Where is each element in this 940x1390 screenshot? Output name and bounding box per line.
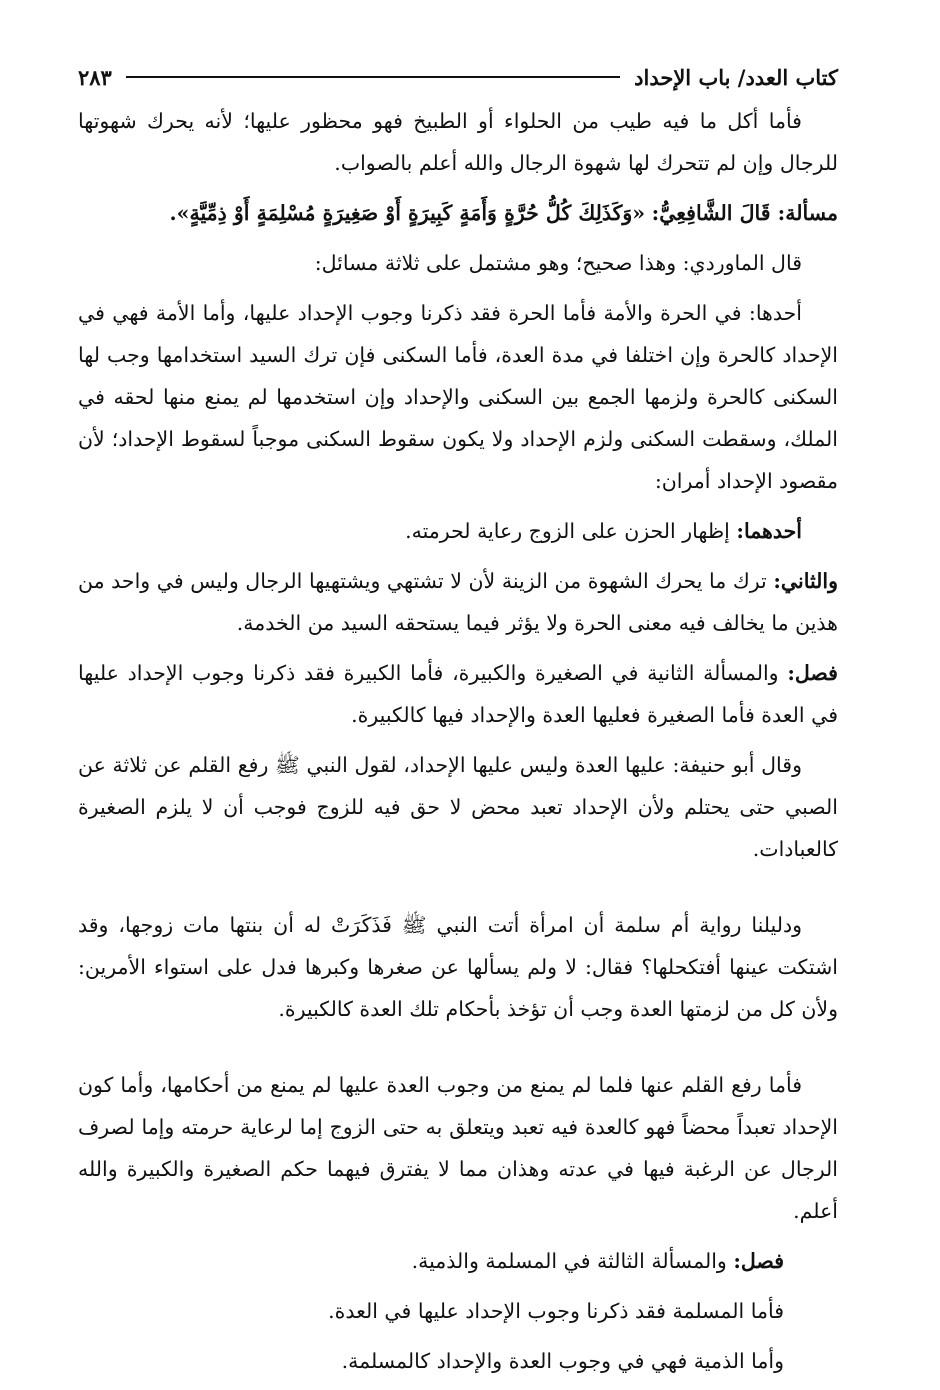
fasl-second-text: والمسألة الثانية في الصغيرة والكبيرة، فأما الكبيرة فقد ذكرنا وجوب الإحداد عليها في العدة فأما الصغيرة فعليها العدة والإحداد فيها كالكبيرة.	[78, 661, 838, 727]
document-page	[78, 60, 838, 1390]
paragraph-fasl-third	[78, 1240, 838, 1282]
paragraph-1	[78, 100, 838, 184]
paragraph-dhimmi-woman	[78, 1340, 838, 1382]
paragraph-dhimmi-woman-text: وأما الذمية فهي في وجوب العدة والإحداد كالمسلمة.	[341, 1349, 784, 1373]
paragraph-mawardi-text: قال الماوردي: وهذا صحيح؛ وهو مشتمل على ثلاثة مسائل:	[314, 251, 802, 275]
paragraph-evidence	[78, 904, 838, 1030]
header-rule	[126, 76, 620, 78]
purpose-two-lead: والثاني:	[773, 569, 838, 593]
paragraph-response-text: فأما رفع القلم عنها فلما لم يمنع من وجوب العدة عليها لم يمنع من أحكامها، وأما كون الإحداد تعبداً محضاً فهو كالعدة فيه تعبد ويتعلق به حتى الزوج إما لرعاية حرمته وإما لصرف الرجال عن الرغبة فيها في عدته وهذان مما لا يفترق فيهما حكم الصغيرة والكبيرة والله أعلم.	[78, 1073, 839, 1223]
paragraph-purpose-two	[78, 560, 838, 644]
paragraph-muslim-woman-text: فأما المسلمة فقد ذكرنا وجوب الإحداد عليها في العدة.	[328, 1299, 784, 1323]
paragraph-mawardi	[78, 242, 838, 284]
paragraph-purpose-one	[78, 510, 838, 552]
paragraph-muslim-woman	[78, 1290, 838, 1332]
paragraph-response	[78, 1064, 838, 1232]
purpose-two-text: ترك ما يحرك الشهوة من الزينة لأن لا تشتهي ويشتهيها الرجال وليس في واحد من هذين ما يخالف فيه معنى الحرة ولا يؤثر فيما يستحقه السيد من الخدمة.	[78, 569, 838, 635]
purpose-one-text: إظهار الحزن على الزوج رعاية لحرمته.	[405, 519, 730, 543]
masala-lead: مسألة: قَالَ الشَّافِعِيُّ:	[651, 201, 838, 225]
paragraph-abu-hanifa-text: وقال أبو حنيفة: عليها العدة وليس عليها الإحداد، لقول النبي ﷺ رفع القلم عن ثلاثة عن الصبي حتى يحتلم ولأن الإحداد تعبد محض لا حق فيه للزوج فوجب أن لا يلزم الصغيرة كالعبادات.	[78, 753, 838, 861]
fasl-third-text: والمسألة الثالثة في المسلمة والذمية.	[411, 1249, 727, 1273]
chapter-title: كتاب العدد/ باب الإحداد	[634, 64, 838, 90]
running-header	[78, 60, 838, 94]
paragraph-first-issue	[78, 292, 838, 502]
paragraph-first-issue-text: أحدها: في الحرة والأمة فأما الحرة فقد ذكرنا وجوب الإحداد عليها، وأما الأمة فهي في الإحداد كالحرة وإن اختلفا في مدة العدة، فأما السكنى فإن ترك السيد استخدامها وجب لها السكنى كالحرة ولزمها الجمع بين السكنى والإحداد وإن استخدمها لم يمنع منها لحقه في الملك، وسقطت السكنى ولزم الإحداد ولا يكون سقوط السكنى موجباً لسقوط الإحداد؛ لأن مقصود الإحداد أمران:	[78, 301, 838, 493]
paragraph-evidence-text: ودليلنا رواية أم سلمة أن امرأة أتت النبي ﷺ فَذَكَرَتْ له أن بنتها مات زوجها، وقد اشتكت عينها أفتكحلها؟ فقال: لا ولم يسألها عن صغرها وكبرها فدل على استواء الأمرين: ولأن كل من لزمتها العدة وجب أن تؤخذ بأحكام تلك العدة كالكبيرة.	[78, 913, 838, 1021]
purpose-one-lead: أحدهما:	[736, 519, 802, 543]
fasl-third-lead: فصل:	[733, 1249, 784, 1273]
paragraph-1-text: فأما أكل ما فيه طيب من الحلواء أو الطبيخ فهو محظور عليها؛ لأنه يحرك شهوتها للرجال وإن لم تتحرك لها شهوة الرجال والله أعلم بالصواب.	[78, 109, 838, 175]
paragraph-fasl-second	[78, 652, 838, 736]
fasl-second-lead: فصل:	[787, 661, 838, 685]
paragraph-abu-hanifa	[78, 744, 838, 870]
masala-heading	[78, 192, 838, 234]
shafii-quote: «وَكَذَلِكَ كُلُّ حُرَّةٍ وَأَمَةٍ كَبِيرَةٍ أَوْ صَغِيرَةٍ مُسْلِمَةٍ أَوْ ذِمِّيَّةٍ».	[169, 201, 646, 225]
page-number: ٢٨٣	[78, 64, 112, 90]
